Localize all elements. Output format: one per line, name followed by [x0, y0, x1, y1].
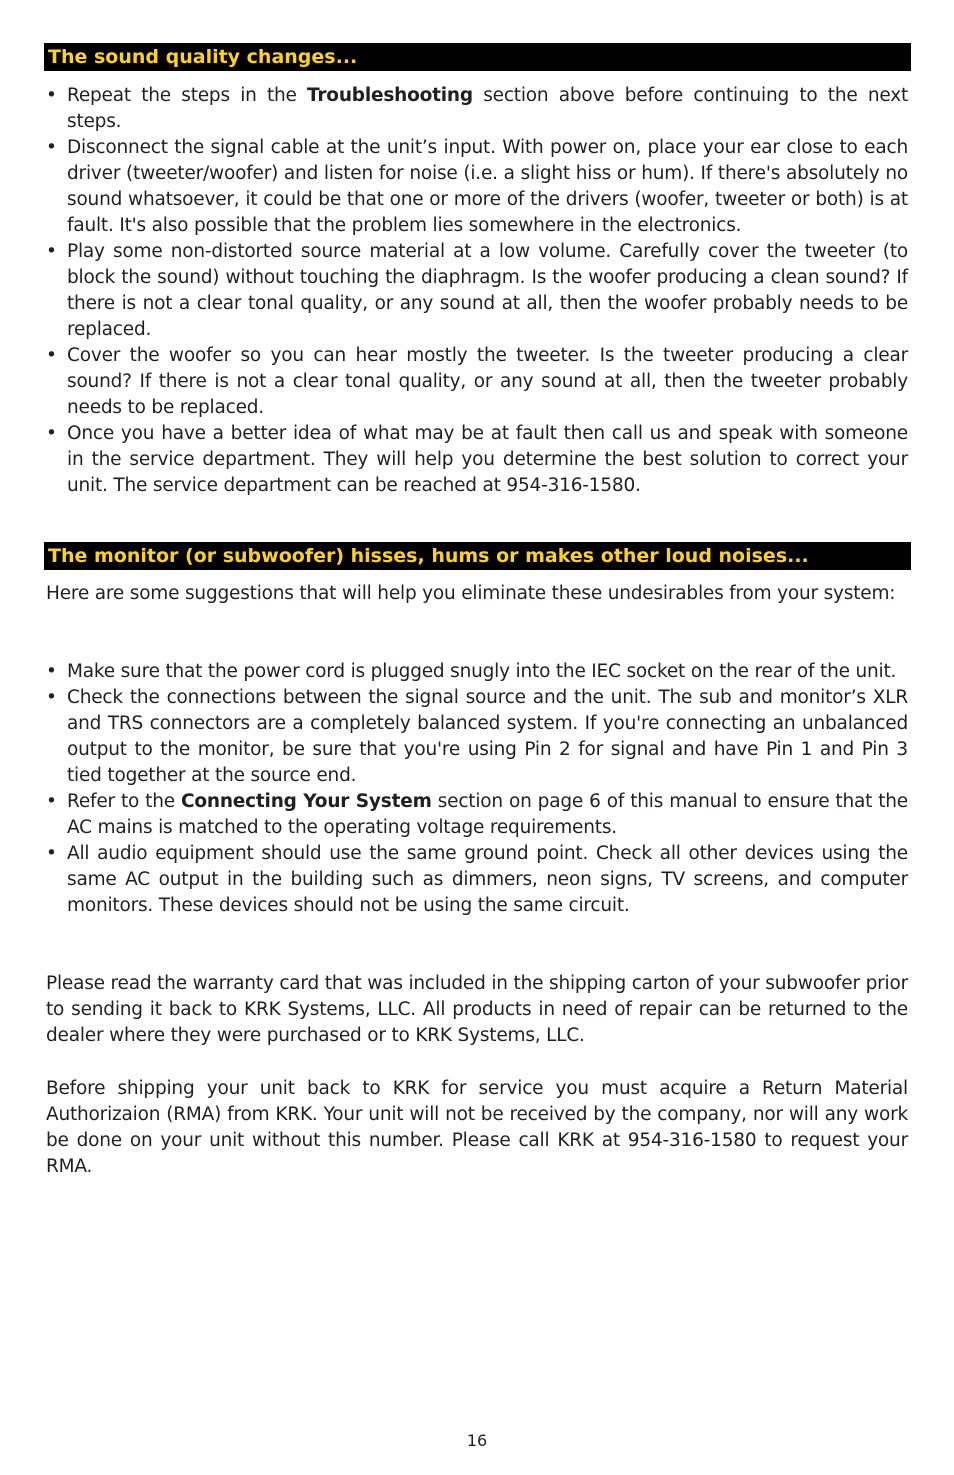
noises-list-block [46, 659, 908, 919]
bullet-glyph: • [46, 85, 57, 106]
bullet-text: Once you have a better idea of what may be at fault then call us and speak with someone in the service department. They will help you determine the best solution to correct your unit. The service department can be reached at 954-316-1580. [67, 423, 908, 496]
section-heading-sound-quality: The sound quality changes... [44, 43, 911, 71]
bold-term-troubleshooting: Troubleshooting [307, 85, 473, 106]
rma-paragraph: Before shipping your unit back to KRK for service you must acquire a Return Material Authorizaion (RMA) from KRK. Your unit will not be received by the company, nor will any work be done on your unit without this number. Please call KRK at 954-316-1580 to request your RMA. [46, 1078, 908, 1177]
list-item [46, 421, 908, 499]
bold-term-connecting-your-system: Connecting Your System [180, 791, 432, 812]
bullet-text: Make sure that the power cord is plugged snugly into the IEC socket on the rear of the unit. [67, 661, 897, 682]
sound-quality-list-block [46, 83, 908, 499]
noises-bullet-list [46, 659, 908, 919]
list-item [46, 343, 908, 421]
bullet-glyph: • [46, 661, 57, 682]
rma-block [46, 1076, 908, 1180]
list-item [46, 83, 908, 135]
bullet-text: section above before continuing to the next steps. [67, 85, 909, 132]
bullet-text: section on page 6 of this manual to ensure that the AC mains is matched to the operating voltage requirements. [67, 791, 908, 838]
list-item [46, 659, 908, 685]
bullet-glyph: • [46, 843, 57, 864]
bullet-text: Disconnect the signal cable at the unit’s input. With power on, place your ear close to each driver (tweeter/woofer) and listen for noise (i.e. a slight hiss or hum). If there's absolutely no sound whatsoever, it could be that one or more of the drivers (woofer, tweeter or both) is at fault. It's also possible that the problem lies somewhere in the electronics. [67, 137, 908, 236]
noises-intro-block [46, 581, 908, 607]
section-heading-noises: The monitor (or subwoofer) hisses, hums or makes other loud noises... [44, 542, 911, 570]
bullet-text: Repeat the steps in the [67, 85, 307, 106]
bullet-text: Refer to the [67, 791, 181, 812]
bullet-text: Check the connections between the signal source and the unit. The sub and monitor’s XLR and TRS connectors are a completely balanced system. If you're connecting an unbalanced output to the monitor, be sure that you're using Pin 2 for signal and have Pin 1 and Pin 3 tied together at the source end. [67, 687, 908, 786]
warranty-block [46, 971, 908, 1049]
bullet-glyph: • [46, 687, 57, 708]
list-item [46, 789, 908, 841]
bullet-text: Cover the woofer so you can hear mostly the tweeter. Is the tweeter producing a clear sound? If there is not a clear tonal quality, or any sound at all, then the tweeter probably needs to be replaced. [67, 345, 908, 418]
list-item [46, 841, 908, 919]
warranty-paragraph: Please read the warranty card that was included in the shipping carton of your subwoofer prior to sending it back to KRK Systems, LLC. All products in need of repair can be returned to the dealer where they were purchased or to KRK Systems, LLC. [46, 973, 908, 1046]
page-number: 16 [466, 1431, 488, 1450]
bullet-glyph: • [46, 241, 57, 262]
bullet-text: Play some non-distorted source material at a low volume. Carefully cover the tweeter (to block the sound) without touching the diaphragm. Is the woofer producing a clean sound? If there is not a clear tonal quality, or any sound at all, then the woofer probably needs to be replaced. [67, 241, 908, 340]
bullet-glyph: • [46, 345, 57, 366]
sound-quality-bullet-list [46, 83, 908, 499]
bullet-text: All audio equipment should use the same ground point. Check all other devices using the same AC output in the building such as dimmers, neon signs, TV screens, and computer monitors. These devices should not be using the same circuit. [67, 843, 908, 916]
bullet-glyph: • [46, 137, 57, 158]
bullet-glyph: • [46, 791, 57, 812]
list-item [46, 685, 908, 789]
noises-intro-paragraph: Here are some suggestions that will help you eliminate these undesirables from your system: [46, 583, 896, 604]
bullet-glyph: • [46, 423, 57, 444]
list-item [46, 239, 908, 343]
list-item [46, 135, 908, 239]
